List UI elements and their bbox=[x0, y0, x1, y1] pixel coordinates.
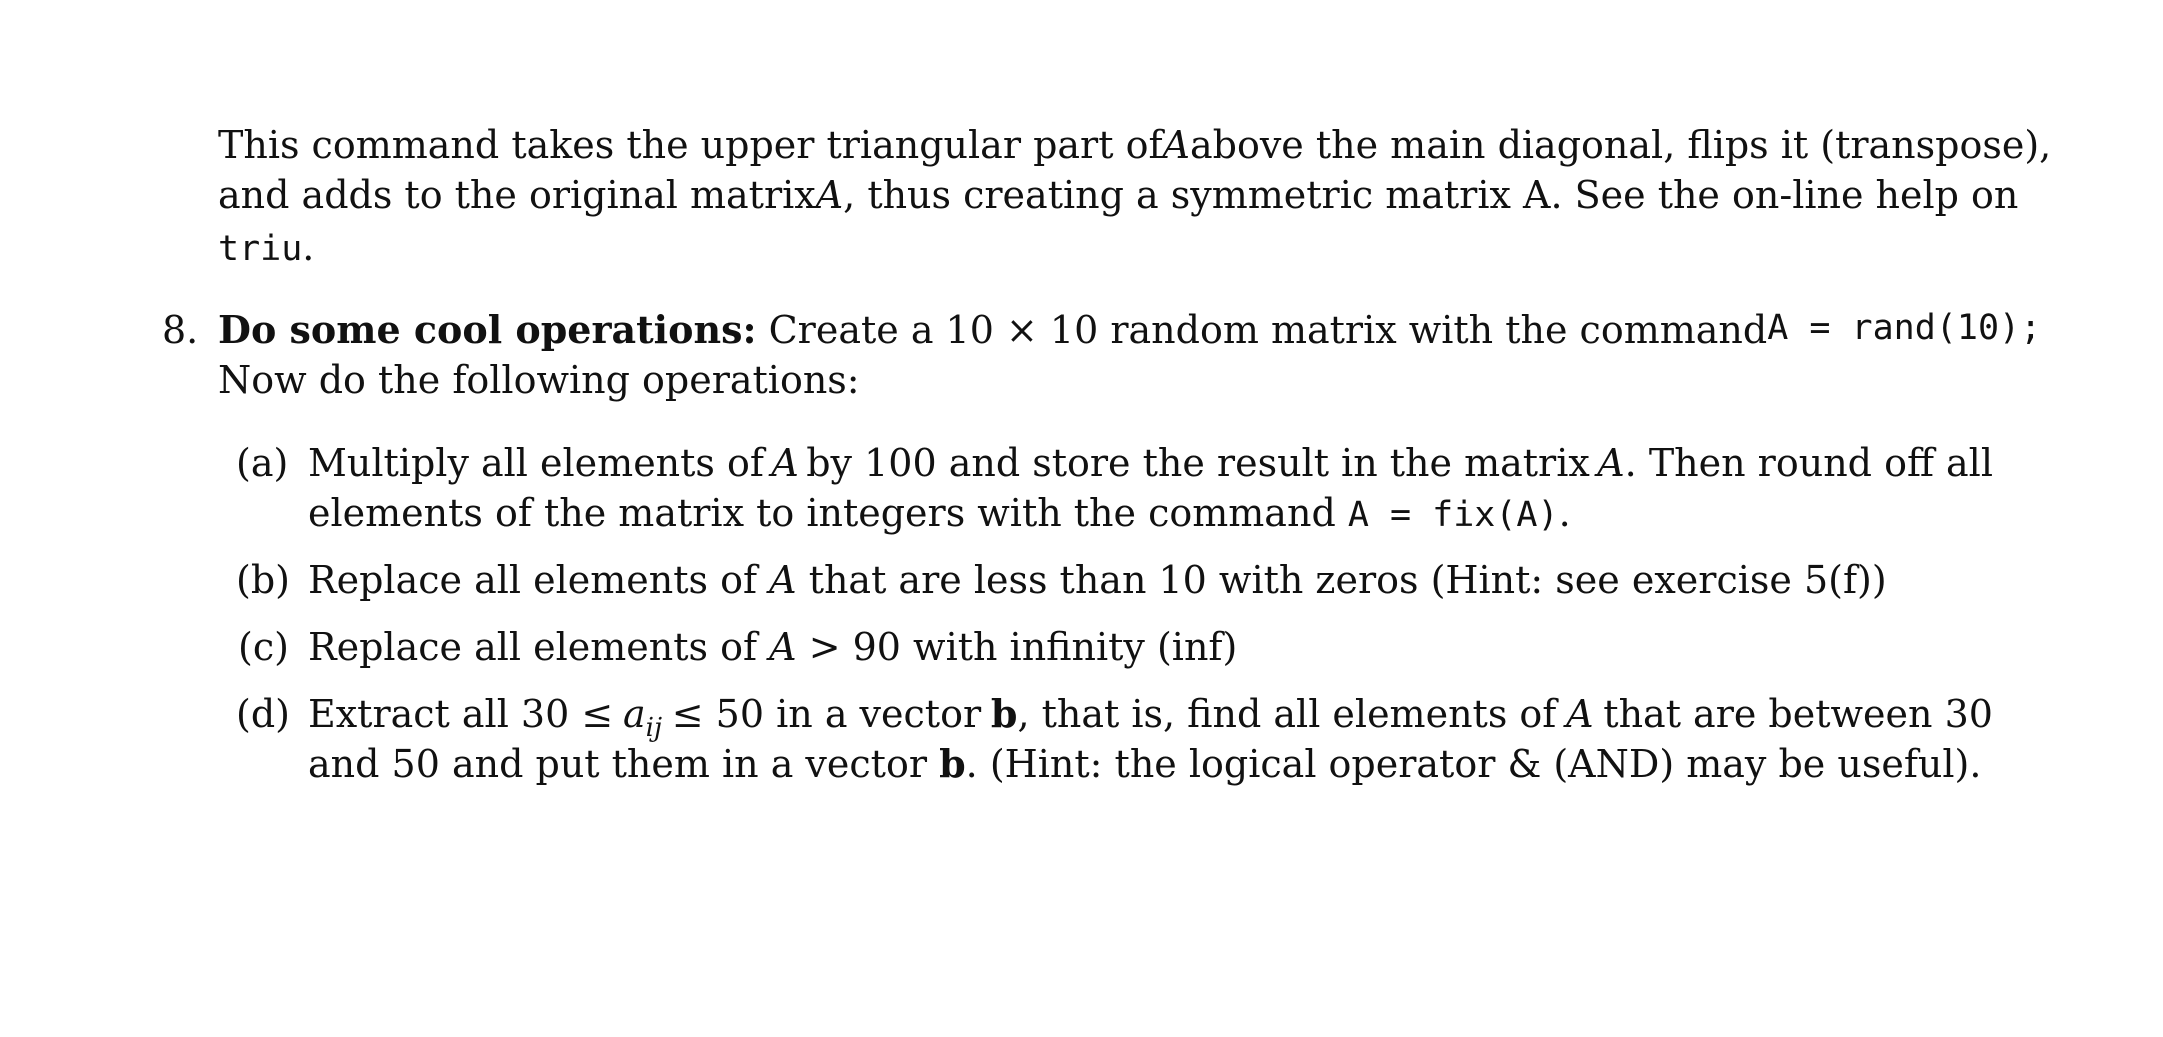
subitem-a-line-2 bbox=[308, 491, 1571, 535]
matrix-variable: A bbox=[769, 558, 797, 602]
matrix-variable: A bbox=[1162, 123, 1190, 167]
subitem-d-line-1 bbox=[308, 691, 1993, 743]
code-rand: A = rand(10); bbox=[1767, 308, 2042, 348]
item-8-line-2: Now do the following operations: bbox=[218, 358, 860, 402]
subitem-text: and 50 and put them in a vector bbox=[308, 742, 927, 786]
subitem-label-d: (d) bbox=[236, 692, 290, 736]
matrix-variable: A bbox=[1597, 441, 1625, 485]
subitem-text: , that is, find all elements of bbox=[1017, 692, 1557, 736]
subitem-label-a: (a) bbox=[236, 441, 289, 485]
subitem-c-line bbox=[308, 625, 1238, 669]
matrix-variable: A bbox=[771, 441, 799, 485]
intro-line-1 bbox=[218, 123, 2052, 167]
matrix-variable: A bbox=[769, 625, 797, 669]
intro-line-3 bbox=[218, 225, 315, 269]
subitem-d-line-2 bbox=[308, 741, 1982, 786]
intro-text: and adds to the original matrix bbox=[218, 173, 816, 217]
subitem-b-line bbox=[308, 558, 1887, 602]
intro-text: This command takes the upper triangular part of bbox=[218, 123, 1163, 167]
subitem-text: Extract all 30 ≤ bbox=[308, 692, 614, 736]
subitem-text: that are less than 10 with zeros (Hint: see exercise 5(f)) bbox=[808, 558, 1887, 602]
vector-b: b bbox=[990, 691, 1018, 736]
item-number: 8. bbox=[162, 308, 199, 352]
vector-b: b bbox=[939, 741, 966, 786]
subitem-text: Replace all elements of bbox=[308, 558, 758, 602]
subitem-text: that are between 30 bbox=[1603, 692, 1993, 736]
subitem-text: by 100 and store the result in the matrix bbox=[806, 441, 1590, 485]
subitem-text: ≤ 50 in a vector bbox=[671, 692, 982, 736]
subitem-text: . Then round off all bbox=[1624, 441, 1993, 485]
subitem-text: . bbox=[1558, 491, 1571, 535]
subitem-a-line-1 bbox=[308, 441, 1993, 485]
item-text: Create a 10 × 10 random matrix with the command bbox=[768, 308, 1768, 352]
subitem-text: Replace all elements of bbox=[308, 625, 758, 669]
code-fix: A = fix(A) bbox=[1347, 495, 1559, 535]
intro-line-2 bbox=[218, 173, 2019, 217]
intro-text: above the main diagonal, flips it (transpose), bbox=[1189, 123, 2052, 167]
subitem-label-c: (c) bbox=[238, 625, 289, 669]
intro-text: , thus creating a symmetric matrix A. See the on-line help on bbox=[843, 173, 2019, 217]
element-aij: $a_{ij}$ bbox=[622, 692, 663, 743]
item-title: Do some cool operations: bbox=[218, 307, 757, 352]
subitem-text: > 90 with infinity (inf) bbox=[808, 625, 1238, 669]
intro-text: . bbox=[302, 225, 315, 269]
code-triu: triu bbox=[218, 229, 303, 269]
subitem-label-b: (b) bbox=[236, 558, 290, 602]
matrix-variable: A bbox=[815, 173, 844, 217]
item-8-line-1 bbox=[218, 307, 2042, 352]
matrix-variable: A bbox=[1566, 692, 1594, 736]
subitem-text: . (Hint: the logical operator & (AND) may be useful). bbox=[965, 742, 1982, 786]
subitem-text: Multiply all elements of bbox=[308, 441, 764, 485]
subitem-text: elements of the matrix to integers with the command bbox=[308, 491, 1336, 535]
